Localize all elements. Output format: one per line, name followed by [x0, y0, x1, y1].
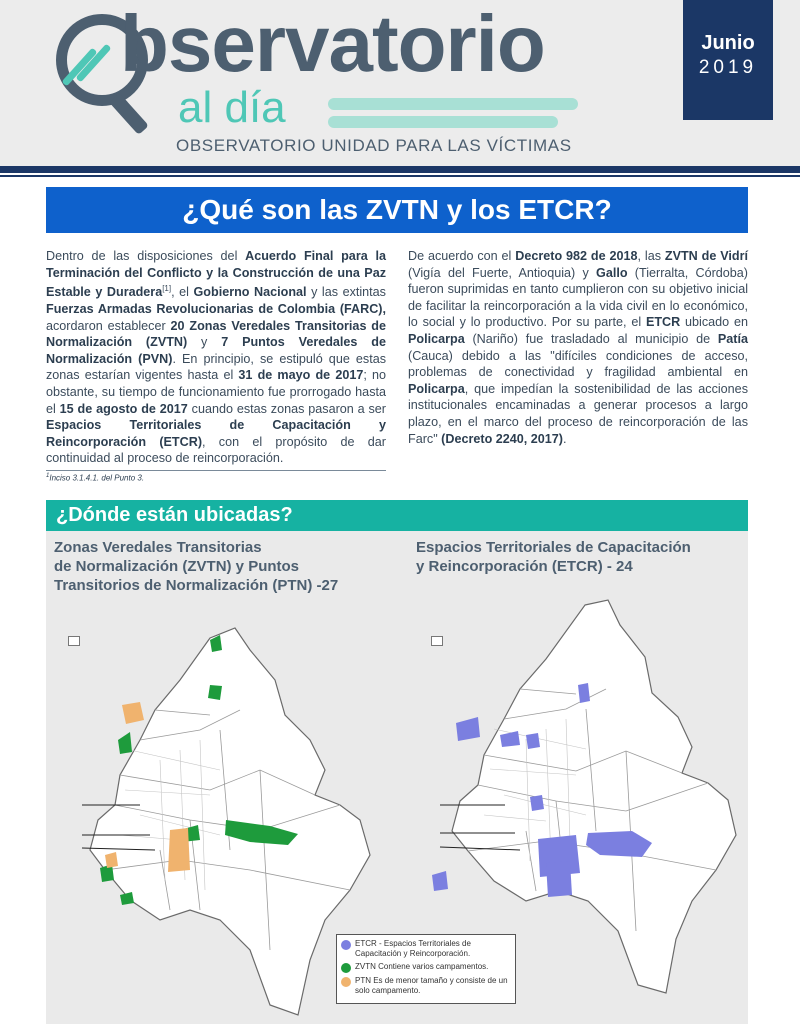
legend-ptn: PTN Es de menor tamaño y consiste de un solo campamento.: [341, 976, 511, 996]
etcr-area-4: [526, 733, 540, 749]
logo-stripe-2: [328, 116, 558, 128]
issue-date-box: [683, 0, 773, 120]
zvtn-swatch: [341, 963, 351, 973]
left-column-text: Dentro de las disposiciones del Acuerdo Final para la Terminación del Conflicto y la Construcción de una Paz Estable y Duradera[1], el Gobierno Nacional y las extintas Fuerzas Armadas Revolucionarias de Colombia (FARC), acordaron establecer 20 Zonas Veredales Transitorias de Normalización (ZVTN) y 7 Puntos Veredales de Normalización (PVN). En principio, se estipuló que estas zonas estarían vigentes hasta el 31 de mayo de 2017; no obstante, su tiempo de funcionamiento fue prorrogado hasta el 15 de agosto de 2017 cuando estas zonas pasaron a ser Espacios Territoriales de Capacitación y Reincorporación (ETCR), con el propósito de dar continuidad al proceso de reincorporación.: [46, 249, 387, 466]
header-divider-thin: [0, 175, 800, 177]
section-heading: ¿Dónde están ubicadas?: [46, 500, 748, 531]
map-legend: [336, 934, 516, 1004]
logo-wordmark: bservatorio: [120, 0, 545, 88]
issue-year: 2019: [698, 57, 758, 78]
legend-zvtn: ZVTN Contiene varios campamentos.: [341, 962, 511, 973]
ptn-swatch: [341, 977, 351, 987]
etcr-area-7: [546, 861, 572, 897]
footnote: $^1$Inciso 3.1.4.1. del Punto 3.: [46, 470, 386, 483]
footnote-ref[interactable]: [1]: [162, 284, 172, 294]
publication-subtitle: OBSERVATORIO UNIDAD PARA LAS VÍCTIMAS: [176, 136, 572, 155]
logo-stripe-1: [328, 98, 578, 110]
etcr-area-9: [530, 795, 544, 811]
map-left-title: Zonas Veredales Transitorias de Normalización (ZVTN) y Puntos Transitorios de Normalización (PTN) -27: [54, 539, 339, 594]
ptn-area-1: [122, 702, 144, 724]
etcr-area-3: [578, 683, 590, 703]
magnifier-handle: [109, 93, 149, 135]
etcr-area-8: [432, 871, 448, 891]
right-column-text: De acuerdo con el Decreto 982 de 2018, las ZVTN de Vidrí (Vigía del Fuerte, Antioquia) y Gallo (Tierralta, Córdoba) fueron suprimidas en tanto cumplieron con su objetivo inicial de facilitar la reincorporación a la vida civil en lo económico, lo social y lo productivo. Por su parte, el ETCR ubicado en Policarpa (Nariño) fue trasladado al municipio de Patía (Cauca) debido a las "difíciles condiciones de acceso, problemas de conectividad y fragilidad ambiental en Policarpa, que impedían la sostenibilidad de las acciones institucionales encaminadas a generar procesos a largo plazo, en el marco del proceso de reincorporación de las Farc" (Decreto 2240, 2017).: [408, 249, 748, 446]
zvtn-area-2: [208, 685, 222, 700]
map-right-title: Espacios Territoriales de Capacitación y Reincorporación (ETCR) - 24: [416, 539, 691, 575]
zvtn-area-7: [120, 892, 134, 905]
logo-subword: al día: [178, 83, 286, 132]
ptn-area-2: [168, 828, 190, 872]
article-title: ¿Qué son las ZVTN y los ETCR?: [46, 187, 748, 233]
legend-etcr: ETCR - Espacios Territoriales de Capacitación y Reincorporación.: [341, 939, 511, 959]
etcr-area-1: [456, 717, 480, 741]
masthead: [0, 0, 800, 166]
issue-month: Junio: [701, 32, 755, 54]
header-divider: [0, 166, 800, 173]
zvtn-area-3: [118, 732, 132, 754]
etcr-swatch: [341, 940, 351, 950]
